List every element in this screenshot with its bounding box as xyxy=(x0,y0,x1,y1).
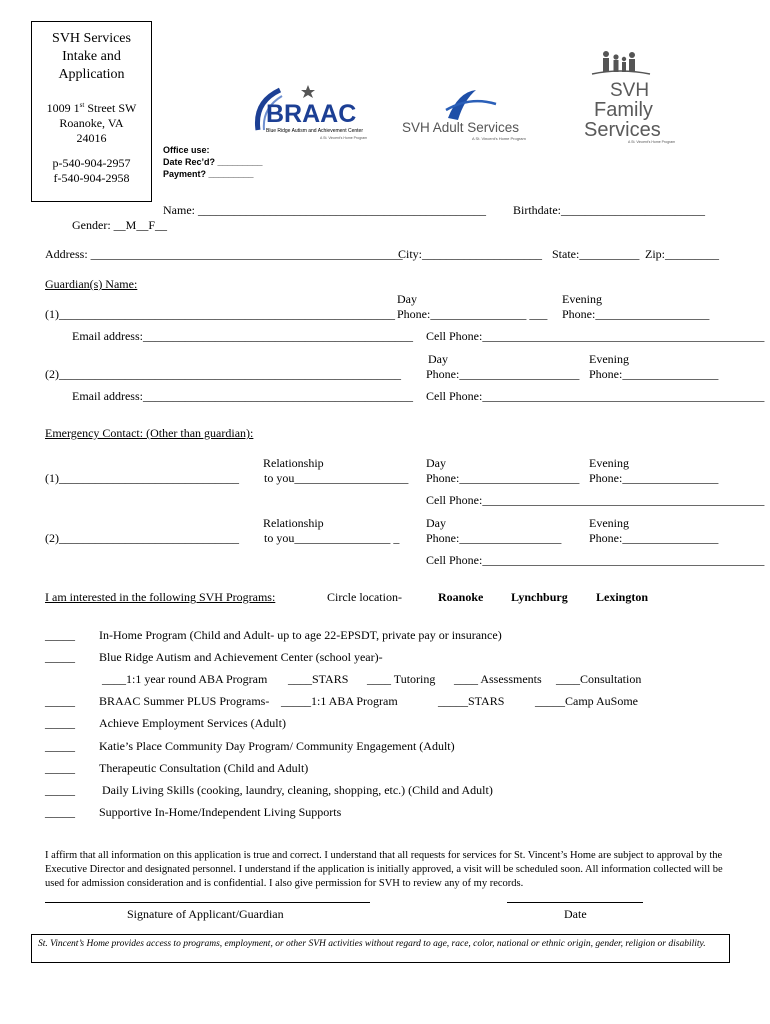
family-tagline: A St. Vincent's Home Program xyxy=(628,140,676,144)
option-camp-ausome[interactable]: _____Camp AuSome xyxy=(535,694,639,708)
guardian2-day-label: Day xyxy=(428,352,448,366)
location-lexington[interactable]: Lexington xyxy=(596,590,649,604)
location-lynchburg[interactable]: Lynchburg xyxy=(511,590,568,604)
fax-number: f-540-904-2958 xyxy=(53,171,130,185)
guardian1-day-phone-field[interactable]: Phone:________________ ___ xyxy=(397,307,548,321)
emergency-heading: Emergency Contact: (Other than guardian): xyxy=(45,426,254,440)
zip-field[interactable]: Zip:_________ xyxy=(645,247,719,261)
family-figures-icon xyxy=(603,51,635,72)
address-field[interactable]: Address: ____________________________________________________ xyxy=(45,247,403,261)
emergency2-evening-phone-field[interactable]: Phone:________________ xyxy=(589,531,719,545)
program-blank-8[interactable]: _____ xyxy=(45,805,75,819)
program-daily-living: Daily Living Skills (cooking, laundry, cleaning, shopping, etc.) (Child and Adult) xyxy=(102,783,493,797)
program-blank-6[interactable]: _____ xyxy=(45,761,75,775)
program-blank-2[interactable]: _____ xyxy=(45,650,75,664)
guardian2-email-field[interactable]: Email address:_____________________________________________ xyxy=(72,389,413,403)
guardian2-cell-field[interactable]: Cell Phone:_______________________________________________ xyxy=(426,389,765,403)
date-label: Date xyxy=(564,907,587,921)
option-summer-stars[interactable]: _____STARS xyxy=(438,694,505,708)
adult-tagline: A St. Vincent's Home Program xyxy=(472,136,526,141)
guardians-heading: Guardian(s) Name: xyxy=(45,277,138,291)
program-blank-3[interactable]: _____ xyxy=(45,694,75,708)
svh-adult-services-logo xyxy=(400,86,535,142)
organization-info-box xyxy=(31,21,152,202)
guardian2-name-field[interactable]: (2)_________________________________________________________ xyxy=(45,367,401,381)
guardian1-evening-label: Evening xyxy=(562,292,602,306)
guardian1-cell-field[interactable]: Cell Phone:_______________________________________________ xyxy=(426,329,765,343)
birthdate-field[interactable]: Birthdate:________________________ xyxy=(513,203,705,217)
program-in-home: In-Home Program (Child and Adult- up to age 22-EPSDT, private pay or insurance) xyxy=(99,628,502,642)
form-title-line-2: Intake and xyxy=(62,49,121,64)
family-logo-line-1: SVH xyxy=(610,80,650,101)
date-line[interactable] xyxy=(507,902,643,903)
emergency2-day-label: Day xyxy=(426,516,446,530)
signature-label: Signature of Applicant/Guardian xyxy=(127,907,284,921)
nondiscrimination-text: St. Vincent’s Home provides access to programs, employment, or other SVH activities without regard to age, race, color, national or ethnic origin, gender, religion or disability. xyxy=(38,939,706,949)
emergency1-evening-phone-field[interactable]: Phone:________________ xyxy=(589,471,719,485)
org-address xyxy=(32,98,151,146)
state-field[interactable]: State:__________ xyxy=(552,247,640,261)
payment-field[interactable]: Payment? _________ xyxy=(163,169,254,179)
option-tutoring[interactable]: ____ Tutoring xyxy=(367,672,436,686)
city-state: Roanoke, VA xyxy=(59,116,124,130)
location-roanoke[interactable]: Roanoke xyxy=(438,590,484,604)
emergency1-relationship-field[interactable]: to you___________________ xyxy=(264,471,409,485)
braac-name: BRAAC xyxy=(266,100,357,128)
program-blank-5[interactable]: _____ xyxy=(45,739,75,753)
emergency2-relationship-label: Relationship xyxy=(263,516,324,530)
guardian2-evening-phone-field[interactable]: Phone:________________ xyxy=(589,367,719,381)
signature-line[interactable] xyxy=(45,902,370,903)
emergency1-day-phone-field[interactable]: Phone:____________________ xyxy=(426,471,580,485)
program-supportive-in-home: Supportive In-Home/Independent Living Supports xyxy=(99,805,342,819)
guardian2-day-phone-field[interactable]: Phone:____________________ xyxy=(426,367,580,381)
guardian1-day-label: Day xyxy=(397,292,417,306)
date-received-field[interactable]: Date Rec’d? _________ xyxy=(163,157,263,167)
programs-heading: I am interested in the following SVH Programs: xyxy=(45,590,276,604)
adult-swoosh-icon xyxy=(448,90,476,120)
braac-tagline: A St. Vincent's Home Program xyxy=(320,136,368,140)
emergency1-cell-field[interactable]: Cell Phone:_______________________________________________ xyxy=(426,493,765,507)
emergency1-relationship-label: Relationship xyxy=(263,456,324,470)
affirmation-text: I affirm that all information on this application is true and correct. I understand that all requests for services for St. Vincent’s Home are subject to approval by the Executive Director and designated personnel. I understand if the application is initially approved, a visit will be scheduled soon. All information collected will be used for admission consideration and is confidential. I also give permission for SVH to review any of my records. xyxy=(45,850,723,889)
family-ground-icon xyxy=(592,71,650,74)
option-summer-aba[interactable]: _____1:1 ABA Program xyxy=(281,694,398,708)
form-title-line-3: Application xyxy=(58,67,125,82)
org-phones xyxy=(32,156,151,186)
emergency2-name-field[interactable]: (2)______________________________ xyxy=(45,531,239,545)
option-stars[interactable]: ____STARS xyxy=(288,672,349,686)
nondiscrimination-notice xyxy=(31,934,730,963)
program-blank-1[interactable]: _____ xyxy=(45,628,75,642)
program-blank-4[interactable]: _____ xyxy=(45,716,75,730)
emergency2-day-phone-field[interactable]: Phone:_________________ xyxy=(426,531,562,545)
emergency1-evening-label: Evening xyxy=(589,456,629,470)
zip-code: 24016 xyxy=(76,131,107,145)
emergency2-evening-label: Evening xyxy=(589,516,629,530)
city-field[interactable]: City:____________________ xyxy=(398,247,543,261)
program-blank-7[interactable]: _____ xyxy=(45,783,75,797)
guardian2-evening-label: Evening xyxy=(589,352,629,366)
adult-services-name: SVH Adult Services xyxy=(402,120,520,135)
emergency1-day-label: Day xyxy=(426,456,446,470)
guardian1-evening-phone-field[interactable]: Phone:___________________ xyxy=(562,307,710,321)
office-use-label: Office use: xyxy=(163,145,210,155)
star-icon xyxy=(301,85,315,98)
phone-number: p-540-904-2957 xyxy=(52,156,131,170)
guardian1-name-field[interactable]: (1)________________________________________________________ xyxy=(45,307,395,321)
emergency1-name-field[interactable]: (1)______________________________ xyxy=(45,471,239,485)
svh-family-services-logo xyxy=(580,46,676,146)
program-achieve-employment: Achieve Employment Services (Adult) xyxy=(99,716,286,730)
office-use-block xyxy=(163,144,263,180)
program-summer-plus: BRAAC Summer PLUS Programs- xyxy=(99,694,270,708)
family-logo-line-3: Services xyxy=(584,119,661,141)
option-assessments[interactable]: ____ Assessments xyxy=(454,672,542,686)
emergency2-relationship-field[interactable]: to you________________ _ xyxy=(264,531,400,545)
option-aba-year-round[interactable]: ____1:1 year round ABA Program xyxy=(102,672,268,686)
emergency2-cell-field[interactable]: Cell Phone:_______________________________________________ xyxy=(426,553,765,567)
form-title xyxy=(32,30,151,84)
program-katies-place: Katie’s Place Community Day Program/ Community Engagement (Adult) xyxy=(99,739,455,753)
street-address: 1009 1st Street SW xyxy=(46,101,137,115)
family-logo-line-2: Family xyxy=(594,99,653,121)
program-braac: Blue Ridge Autism and Achievement Center (school year)- xyxy=(99,650,383,664)
name-field[interactable]: Name: ________________________________________________ xyxy=(163,203,486,217)
braac-subtitle: Blue Ridge Autism and Achievement Center xyxy=(266,128,363,134)
form-title-line-1: SVH Services xyxy=(52,31,131,46)
program-therapeutic-consultation: Therapeutic Consultation (Child and Adult) xyxy=(99,761,309,775)
circle-location-label: Circle location- xyxy=(327,590,402,604)
option-consultation[interactable]: ____Consultation xyxy=(556,672,642,686)
braac-logo xyxy=(250,82,368,142)
gender-field[interactable]: Gender: __M__F__ xyxy=(72,218,167,232)
guardian1-email-field[interactable]: Email address:_____________________________________________ xyxy=(72,329,413,343)
